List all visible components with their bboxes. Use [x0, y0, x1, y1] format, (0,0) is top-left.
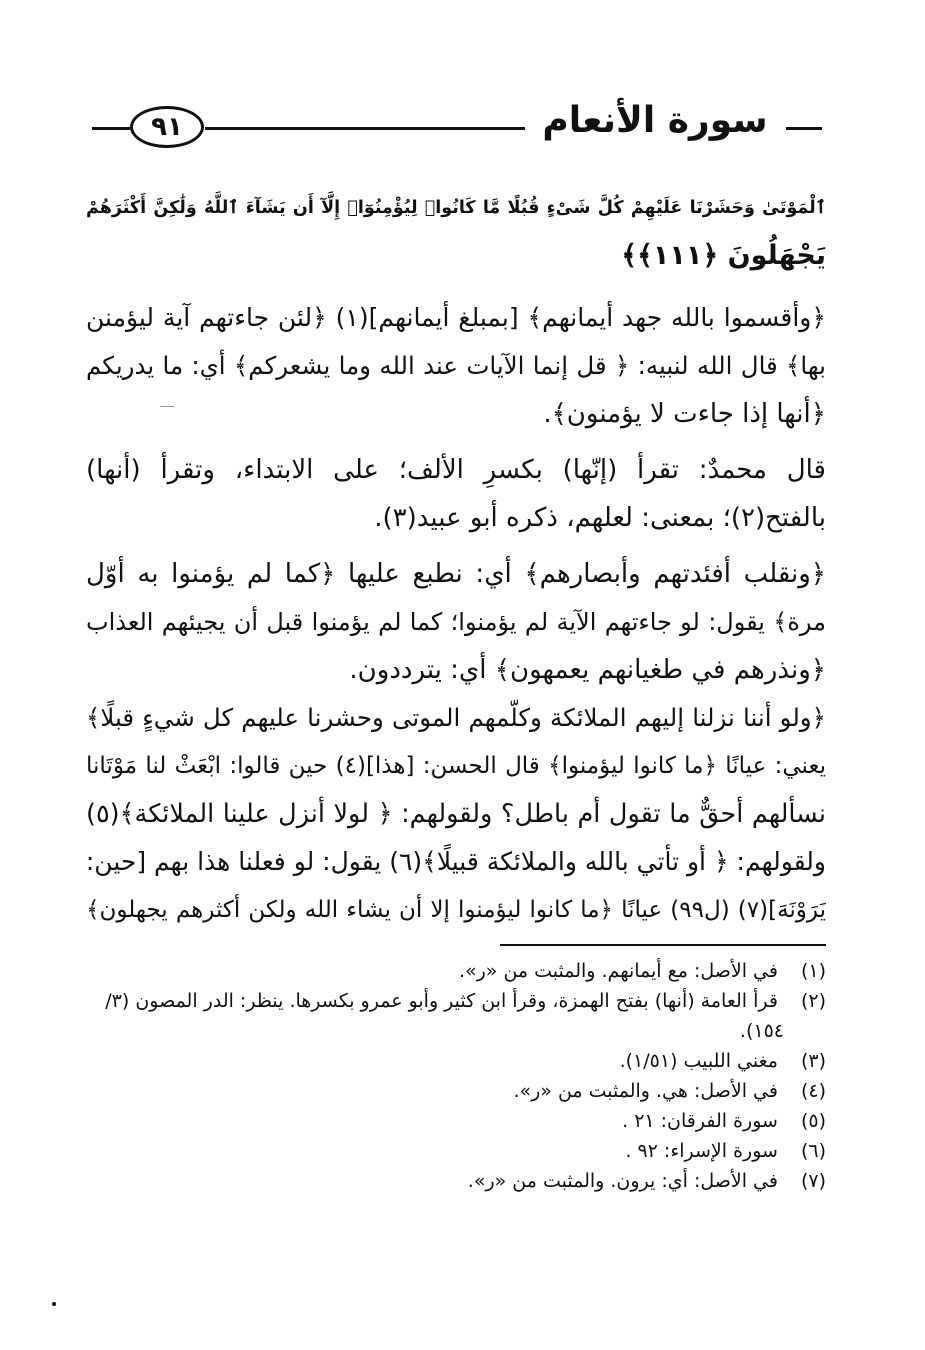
paragraph-line: نسألهم أحقٌّ ما تقول أم باطل؟ ولقولهم: ﴿ لولا أنزل علينا الملائكة﴾(٥): [86, 799, 826, 829]
footnote-text: في الأصل: أي: يرون. والمثبت من «ر».: [467, 1170, 778, 1192]
header-rule-right: [786, 127, 822, 130]
footnote-number: (٢): [800, 990, 826, 1012]
paragraph-line: ﴿وأقسموا بالله جهد أيمانهم﴾ [بمبلغ أيمانهم](١) ﴿لئن جاءتهم آية ليؤمنن: [86, 303, 826, 332]
footnote-text: سورة الفرقان: ٢١ .: [622, 1110, 778, 1132]
scan-mark: [160, 406, 174, 407]
footnote-separator: [500, 944, 826, 946]
footnote-text: قرأ العامة (أنها) بفتح الهمزة، وقرأ ابن كثير وأبو عمرو بكسرها. ينظر: الدر المصون (٣/: [105, 990, 778, 1012]
quran-verse-line: ٱلْمَوْتَىٰ وَحَشَرْنَا عَلَيْهِمْ كُلَّ شَىْءٍ قُبُلًا مَّا كَانُوا۟ لِيُؤْمِنُوٓا۟ إِلَّآ أَن يَشَآءَ ٱللَّهُ وَلَٰكِنَّ أَكْثَرَهُمْ: [86, 198, 826, 218]
commentary-paragraph: [86, 550, 826, 694]
header-rule-middle: [205, 127, 525, 130]
paragraph-line: يَرَوْنَهَ](٧) (ل٩٩) عيانًا ﴿ما كانوا ليؤمنوا إلا أن يشاء الله ولكن أكثرهم يجهلون﴾: [86, 897, 826, 923]
paragraph-line: ﴿ونذرهم في طغيانهم يعمهون﴾ أي: يترددون.: [349, 655, 826, 685]
footnote: [86, 1106, 826, 1136]
quran-verse-line: يَجْهَلُونَ ﴿١١١﴾﴾: [621, 240, 826, 271]
footnote: [86, 956, 826, 986]
commentary-paragraph: [86, 694, 826, 934]
footnote-text: في الأصل: مع أيمانهم. والمثبت من «ر».: [458, 960, 778, 982]
paragraph-line: بالفتح(٢)؛ بمعنى: لعلهم، ذكره أبو عبيد(٣).: [374, 503, 826, 533]
paragraph-line: ﴿ونقلب أفئدتهم وأبصارهم﴾ أي: نطبع عليها ﴿كما لم يؤمنوا به أوّل: [86, 559, 826, 589]
footnote: [86, 1136, 826, 1166]
quran-verse: [86, 184, 826, 280]
footnote-text: سورة الإسراء: ٩٢ .: [625, 1140, 778, 1162]
commentary-paragraph: [86, 294, 826, 438]
paragraph-line: قال محمدٌ: تقرأ (إنّها) بكسرِ الألف؛ على الابتداء، وتقرأ (أنها): [86, 455, 826, 485]
page-number: ٩١: [151, 112, 183, 142]
paragraph-line: ﴿ولو أننا نزلنا إليهم الملائكة وكلّمهم الموتى وحشرنا عليهم كل شيءٍ قبلًا﴾: [86, 703, 826, 732]
header-rule-left: [92, 127, 130, 130]
paragraph-line: ولقولهم: ﴿ أو تأتي بالله والملائكة قبيلًا﴾(٦) يقول: لو فعلنا هذا بهم [حين:: [86, 847, 826, 876]
paragraph-line: ﴿أنها إذا جاءت لا يؤمنون﴾.: [543, 399, 826, 429]
footnote: [86, 1076, 826, 1106]
scan-speck: [52, 1302, 56, 1306]
paragraph-line: يعني: عيانًا ﴿ما كانوا ليؤمنوا﴾ قال الحسن: [هذا](٤) حين قالوا: ابْعَثْ لنا مَوْتَانا: [86, 753, 826, 779]
footnote-number: (٧): [800, 1170, 826, 1192]
footnote: [86, 1166, 826, 1196]
surah-title: سورة الأنعام: [542, 100, 768, 141]
footnote: [86, 986, 826, 1016]
footnote: [86, 1046, 826, 1076]
footnote-number: (٥): [800, 1110, 826, 1132]
footnote-text: مغني اللبيب (١/٥١).: [619, 1050, 778, 1072]
footnotes: [86, 956, 826, 1196]
footnote-number: (١): [800, 960, 826, 982]
paragraph-line: مرة﴾ يقول: لو جاءتهم الآية لم يؤمنوا؛ كما لم يؤمنوا قبل أن يجيئهم العذاب: [86, 608, 826, 636]
commentary-paragraph: [86, 446, 826, 542]
footnote-number: (٦): [800, 1140, 826, 1162]
footnote-text: في الأصل: هي. والمثبت من «ر».: [513, 1080, 778, 1102]
footnote-number: (٣): [800, 1050, 826, 1072]
footnote-continuation: ١٥٤).: [739, 1020, 784, 1042]
footnote-number: (٤): [800, 1080, 826, 1102]
paragraph-line: بها﴾ قال الله لنبيه: ﴿ قل إنما الآيات عند الله وما يشعركم﴾ أي: ما يدريكم: [86, 351, 826, 380]
page-number-badge: [130, 106, 204, 148]
